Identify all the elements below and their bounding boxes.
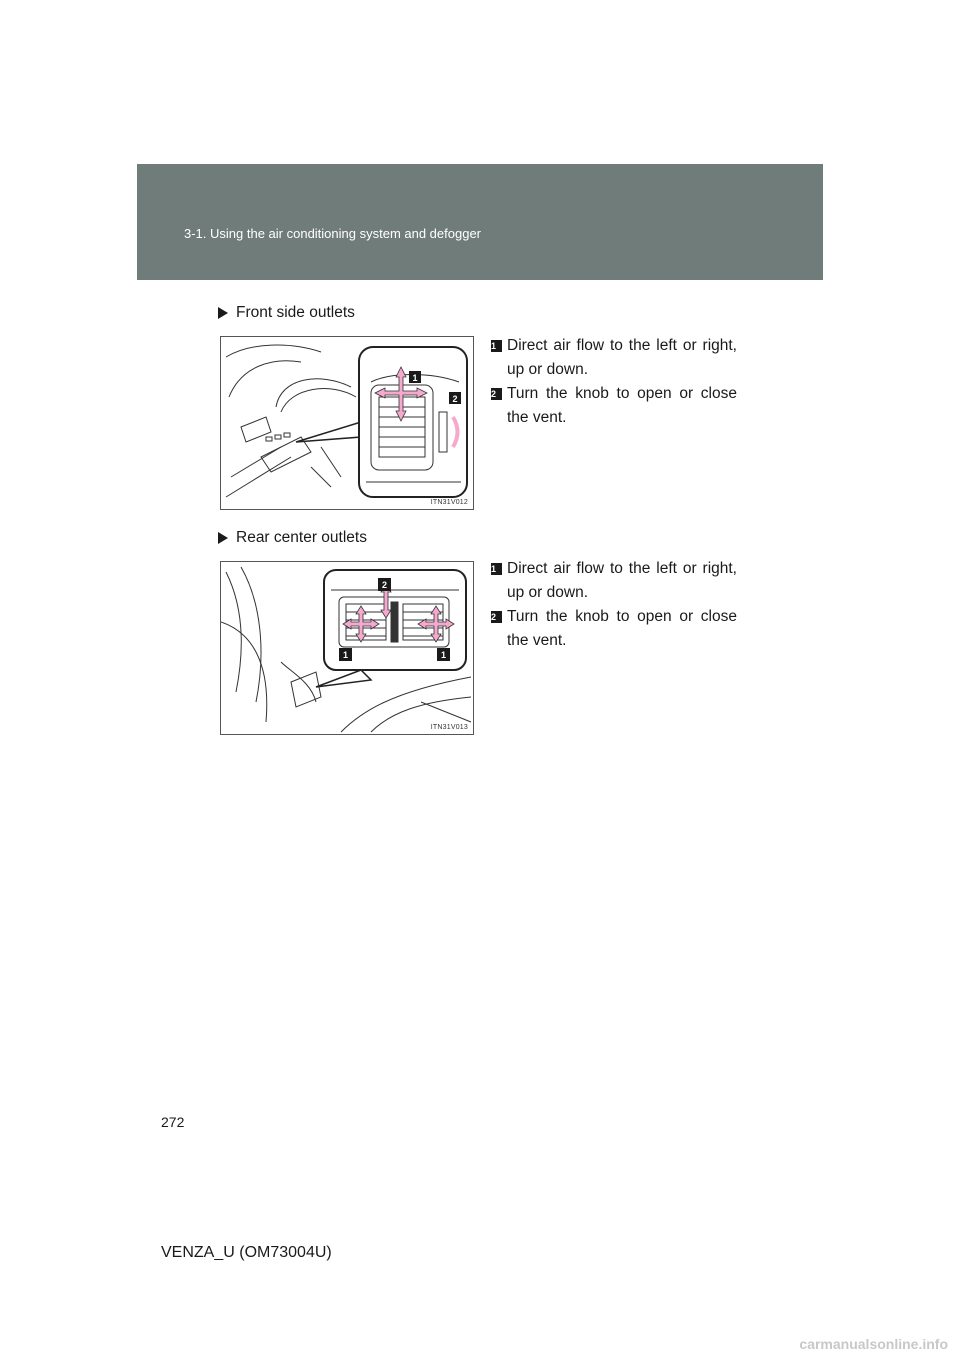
footer-manual-code: VENZA_U (OM73004U) — [161, 1244, 332, 1261]
svg-text:1: 1 — [440, 650, 447, 660]
figure-code: ITN31V012 — [430, 499, 468, 506]
callout-2-icon — [378, 578, 391, 591]
figure-rear-center-outlets — [220, 561, 474, 735]
svg-text:1: 1 — [342, 650, 349, 660]
page-number: 272 — [161, 1114, 185, 1130]
section-header-title: 3-1. Using the air conditioning system and defogger — [184, 226, 482, 241]
watermark: carmanualsonline.info — [799, 1336, 948, 1352]
step-text: Direct air flow to the left or right, up or down. — [507, 337, 737, 378]
callout-1-icon — [437, 648, 450, 661]
step-item — [491, 557, 737, 605]
svg-text:1: 1 — [412, 373, 418, 383]
step-item — [491, 605, 737, 653]
callout-1-icon — [339, 648, 352, 661]
svg-text:2: 2 — [381, 580, 388, 590]
svg-text:2: 2 — [452, 394, 458, 404]
header-band — [137, 164, 823, 280]
steps-rear — [491, 557, 737, 653]
step-text: Turn the knob to open or close the vent. — [507, 385, 737, 426]
step-number: 1 — [491, 340, 502, 352]
triangle-bullet-icon — [218, 307, 228, 319]
front-outlet-illustration — [221, 337, 473, 509]
step-item — [491, 334, 737, 382]
callout-2-icon — [449, 392, 461, 404]
figure-code: ITN31V013 — [430, 724, 468, 731]
triangle-bullet-icon — [218, 532, 228, 544]
figure-front-side-outlets — [220, 336, 474, 510]
step-text: Turn the knob to open or close the vent. — [507, 608, 737, 649]
steps-front — [491, 334, 737, 430]
step-number: 1 — [491, 563, 502, 575]
section-heading-text: Front side outlets — [236, 304, 355, 321]
callout-1-icon — [409, 371, 421, 383]
step-item — [491, 382, 737, 430]
step-number: 2 — [491, 611, 502, 623]
section-heading-front — [218, 304, 355, 322]
step-number: 2 — [491, 388, 502, 400]
section-heading-rear — [218, 529, 367, 547]
section-heading-text: Rear center outlets — [236, 529, 367, 546]
rear-outlet-illustration — [221, 562, 473, 734]
step-text: Direct air flow to the left or right, up or down. — [507, 560, 737, 601]
